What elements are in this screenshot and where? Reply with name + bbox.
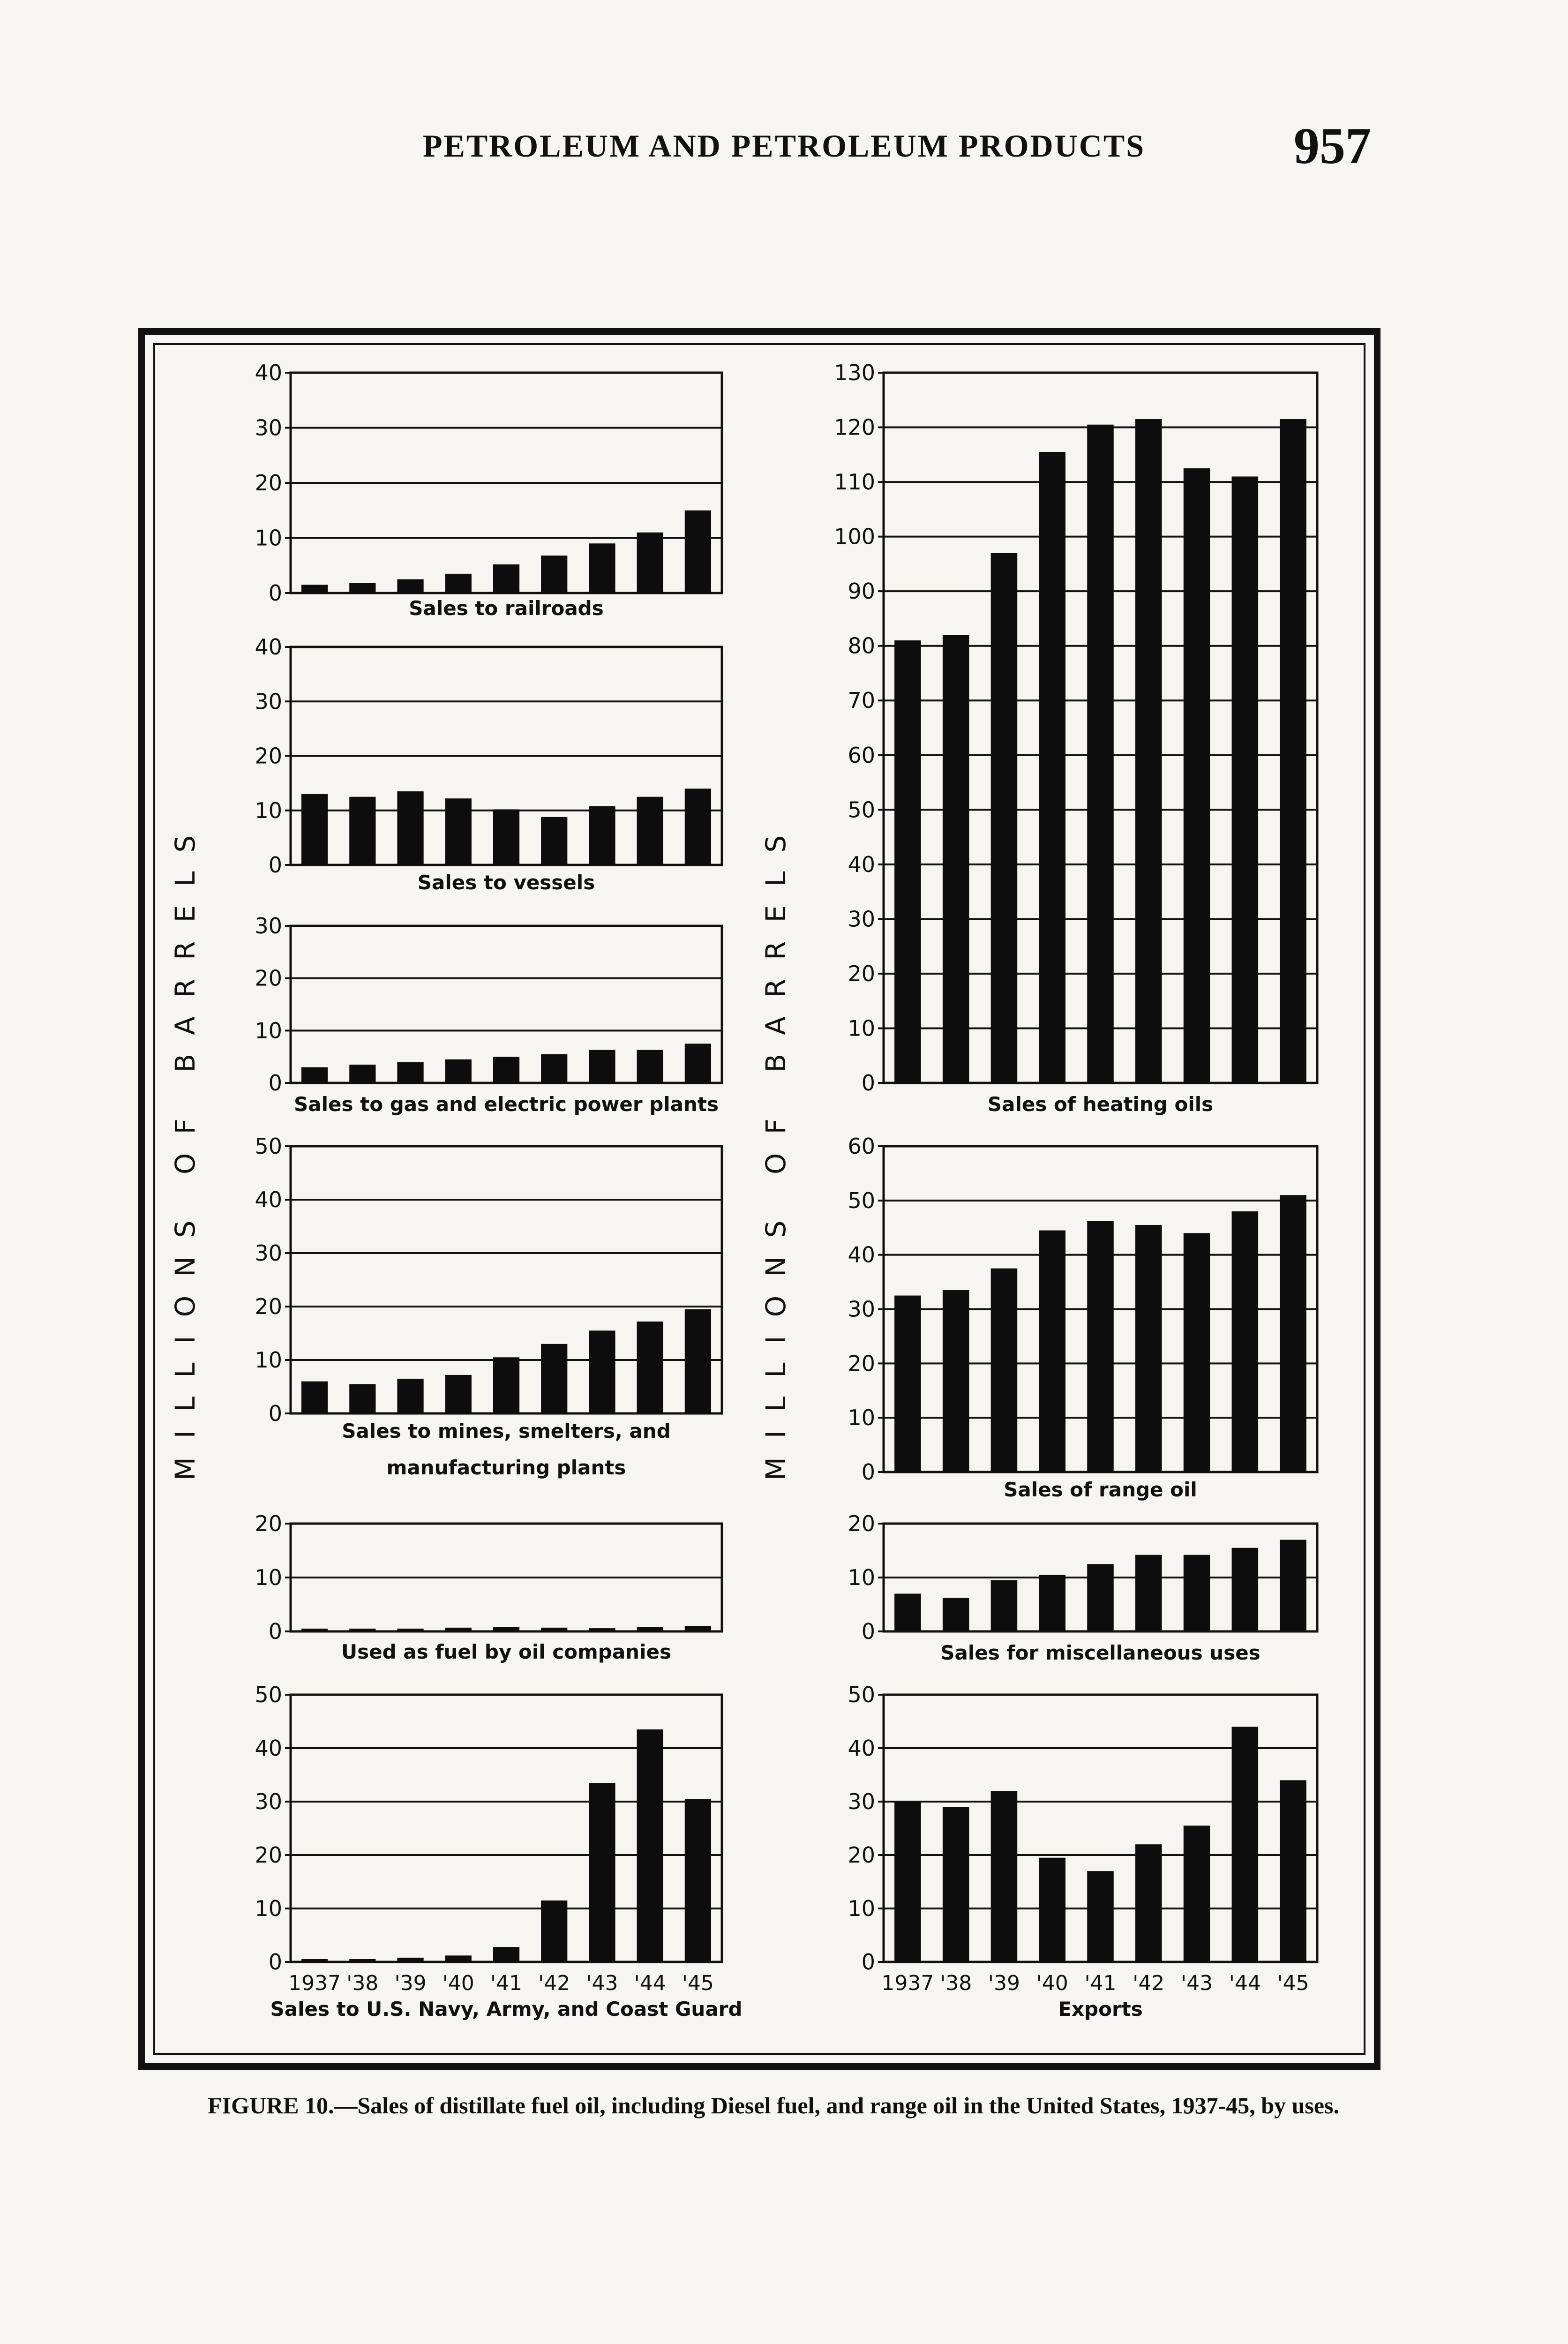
chart4-bar-1943 (589, 1330, 615, 1413)
chart6-bar-1937 (301, 1959, 328, 1962)
chart7-ytick-label: 100 (834, 524, 875, 549)
chart5-bar-1942 (541, 1628, 567, 1631)
chart9-ytick-label: 10 (848, 1565, 875, 1590)
chart7-ytick-label: 120 (834, 414, 875, 440)
chart8-ytick-label: 60 (848, 1134, 875, 1159)
chart5-bar-1940 (445, 1628, 472, 1631)
chart1-bar-1942 (541, 556, 567, 593)
chart8-bar-1943 (1184, 1233, 1210, 1472)
chart1-bar-1941 (493, 564, 519, 593)
chart8-bar-1941 (1087, 1221, 1114, 1472)
chart6-title: Sales to U.S. Navy, Army, and Coast Guard (270, 1998, 743, 2021)
chart10-xtick-label: '42 (1133, 1971, 1165, 1995)
chart2-ytick-label: 10 (255, 797, 282, 823)
chart6-xtick-label: '41 (490, 1971, 523, 1995)
chart2-bar-1942 (541, 817, 567, 865)
chart5-bar-1941 (493, 1627, 519, 1631)
chart10-bar-1940 (1039, 1858, 1065, 1962)
chart6-xtick-label: '39 (394, 1971, 427, 1995)
chart7-ytick-label: 80 (848, 633, 875, 659)
chart3-bar-1941 (493, 1057, 519, 1083)
chart10-ytick-label: 40 (848, 1735, 875, 1761)
chart2-title: Sales to vessels (417, 871, 595, 894)
chart1-ytick-label: 20 (255, 470, 282, 496)
chart8-bar-1945 (1280, 1195, 1306, 1472)
chart7-bar-1945 (1280, 419, 1306, 1083)
chart6-ytick-label: 0 (268, 1949, 282, 1975)
chart10-xtick-label: '44 (1229, 1971, 1261, 1995)
chart8-bar-1939 (991, 1269, 1018, 1472)
chart5-bar-1937 (301, 1629, 328, 1631)
chart10-title: Exports (1058, 1998, 1143, 2021)
chart4-bar-1939 (397, 1379, 423, 1413)
chart1-bar-1940 (445, 574, 472, 593)
y-axis-label-right: MILLIONS OF BARRELS (760, 816, 792, 1481)
chart4-bar-1944 (637, 1322, 663, 1413)
chart2-ytick-label: 30 (255, 689, 282, 714)
chart9-bar-1942 (1135, 1555, 1162, 1631)
chart7-ytick-label: 20 (848, 961, 875, 986)
chart5-bar-1944 (637, 1627, 663, 1631)
chart4-bar-1942 (541, 1344, 567, 1413)
chart9-bar-1941 (1087, 1564, 1114, 1631)
chart2-bar-1938 (349, 797, 375, 865)
chart8-ytick-label: 20 (848, 1351, 875, 1376)
chart3-bar-1944 (637, 1050, 663, 1083)
chart6-ytick-label: 20 (255, 1842, 282, 1868)
chart10-xtick-label: '40 (1036, 1971, 1068, 1995)
chart10-bar-1942 (1135, 1844, 1162, 1962)
chart10-xtick-label: '38 (940, 1971, 972, 1995)
chart7-ytick-label: 130 (834, 360, 875, 385)
chart8-ytick-label: 10 (848, 1405, 875, 1431)
chart6-xtick-label: '43 (586, 1971, 618, 1995)
chart9-ytick-label: 20 (848, 1511, 875, 1536)
chart2-ytick-label: 40 (255, 634, 282, 660)
chart5-bar-1945 (685, 1626, 711, 1632)
chart7-bar-1938 (943, 635, 969, 1083)
chart8-bar-1940 (1039, 1231, 1065, 1472)
chart4-bar-1938 (349, 1384, 375, 1413)
chart6-bar-1945 (685, 1799, 711, 1962)
chart7-bar-1937 (894, 640, 921, 1083)
chart4-title: manufacturing plants (386, 1456, 626, 1479)
chart6-bar-1940 (445, 1955, 472, 1962)
chart7-bar-1941 (1087, 425, 1114, 1083)
chart1-bar-1937 (301, 585, 328, 593)
chart1-bar-1945 (685, 511, 711, 593)
chart7-ytick-label: 110 (834, 469, 875, 495)
chart1-ytick-label: 40 (255, 360, 282, 385)
chart4-bar-1937 (301, 1382, 328, 1413)
chart9-bar-1945 (1280, 1540, 1306, 1632)
figure-caption (141, 2091, 1406, 2120)
chart6-xtick-label: '38 (346, 1971, 379, 1995)
chart9-title: Sales for miscellaneous uses (940, 1641, 1260, 1664)
chart7-bar-1944 (1232, 476, 1259, 1083)
chart2-ytick-label: 20 (255, 743, 282, 769)
chart4-ytick-label: 20 (255, 1294, 282, 1319)
chart9-bar-1943 (1184, 1555, 1210, 1631)
chart1-ytick-label: 30 (255, 415, 282, 441)
chart2-bar-1944 (637, 797, 663, 865)
chart10-bar-1939 (991, 1791, 1018, 1962)
chart5-title: Used as fuel by oil companies (341, 1640, 671, 1663)
chart6-bar-1941 (493, 1947, 519, 1962)
chart2-ytick-label: 0 (268, 852, 282, 878)
chart7-bar-1940 (1039, 452, 1065, 1083)
chart10-xtick-label: '43 (1181, 1971, 1213, 1995)
chart7-ytick-label: 50 (848, 797, 875, 823)
chart7-ytick-label: 30 (848, 906, 875, 932)
chart1-ytick-label: 10 (255, 525, 282, 551)
chart4-bar-1941 (493, 1357, 519, 1413)
chart7-ytick-label: 40 (848, 851, 875, 877)
y-axis-label-left: MILLIONS OF BARRELS (169, 816, 201, 1481)
chart3-bar-1939 (397, 1062, 423, 1083)
chart7-bar-1939 (991, 553, 1018, 1083)
chart9-ytick-label: 0 (861, 1619, 875, 1644)
chart5-bar-1939 (397, 1629, 423, 1631)
chart10-bar-1941 (1087, 1871, 1114, 1962)
chart10-ytick-label: 0 (861, 1949, 875, 1975)
chart6-ytick-label: 50 (255, 1682, 282, 1707)
chart1-bar-1943 (589, 543, 615, 593)
chart3-bar-1938 (349, 1065, 375, 1083)
chart6-bar-1943 (589, 1783, 615, 1962)
chart6-xtick-label: '45 (682, 1971, 714, 1995)
chart4-ytick-label: 30 (255, 1240, 282, 1266)
chart1-bar-1944 (637, 533, 663, 593)
chart8-bar-1942 (1135, 1225, 1162, 1472)
chart1-bar-1938 (349, 583, 375, 593)
chart6-bar-1944 (637, 1729, 663, 1962)
chart7-ytick-label: 70 (848, 688, 875, 714)
chart3-bar-1945 (685, 1044, 711, 1083)
page-header-title: PETROLEUM AND PETROLEUM PRODUCTS (422, 128, 1146, 164)
chart10-bar-1943 (1184, 1826, 1210, 1962)
chart3-bar-1940 (445, 1059, 472, 1083)
chart1-ytick-label: 0 (268, 580, 282, 606)
chart10-xtick-label: '39 (988, 1971, 1020, 1995)
chart4-bar-1940 (445, 1375, 472, 1413)
chart5-ytick-label: 20 (255, 1511, 282, 1536)
chart4-ytick-label: 10 (255, 1347, 282, 1373)
chart10-bar-1945 (1280, 1780, 1306, 1962)
chart6-xtick-label: '42 (538, 1971, 570, 1995)
chart4-bar-1945 (685, 1309, 711, 1413)
chart6-bar-1938 (349, 1959, 375, 1962)
chart2-bar-1945 (685, 789, 711, 865)
chart5-ytick-label: 0 (268, 1619, 282, 1644)
chart8-ytick-label: 50 (848, 1187, 875, 1213)
chart9-bar-1937 (894, 1594, 921, 1632)
chart8-ytick-label: 30 (848, 1296, 875, 1322)
chart9-bar-1944 (1232, 1548, 1259, 1631)
chart2-bar-1939 (397, 791, 423, 865)
chart5-bar-1938 (349, 1629, 375, 1631)
chart1-title: Sales to railroads (409, 597, 604, 620)
chart10-ytick-label: 20 (848, 1842, 875, 1868)
chart10-ytick-label: 50 (848, 1682, 875, 1707)
chart7-ytick-label: 10 (848, 1015, 875, 1041)
chart7-ytick-label: 90 (848, 578, 875, 604)
chart3-bar-1943 (589, 1050, 615, 1083)
chart10-bar-1937 (894, 1802, 921, 1962)
chart9-bar-1938 (943, 1598, 969, 1631)
chart4-ytick-label: 0 (268, 1401, 282, 1426)
chart2-bar-1937 (301, 794, 328, 865)
chart6-bar-1942 (541, 1901, 567, 1962)
chart3-ytick-label: 10 (255, 1018, 282, 1044)
chart2-bar-1943 (589, 806, 615, 865)
chart6-xtick-label: '44 (634, 1971, 666, 1995)
chart8-bar-1944 (1232, 1211, 1259, 1472)
chart7-bar-1943 (1184, 468, 1210, 1083)
chart5-ytick-label: 10 (255, 1565, 282, 1590)
chart2-bar-1941 (493, 809, 519, 865)
chart7-bar-1942 (1135, 419, 1162, 1083)
chart8-bar-1937 (894, 1296, 921, 1472)
chart1-bar-1939 (397, 579, 423, 593)
chart3-ytick-label: 30 (255, 913, 282, 939)
chart4-ytick-label: 50 (255, 1134, 282, 1159)
chart10-xtick-label: '41 (1084, 1971, 1117, 1995)
page-number: 957 (1294, 117, 1371, 174)
caption-text: —Sales of distillate fuel oil, including Diesel fuel, and range oil in the United States, 1937-45, by uses. (334, 2092, 1340, 2119)
chart10-xtick-label: '45 (1277, 1971, 1309, 1995)
chart10-bar-1944 (1232, 1727, 1259, 1962)
chart10-ytick-label: 30 (848, 1789, 875, 1814)
chart3-ytick-label: 20 (255, 965, 282, 991)
chart7-title: Sales of heating oils (987, 1093, 1214, 1116)
chart9-bar-1939 (991, 1580, 1018, 1631)
chart10-bar-1938 (943, 1807, 969, 1962)
chart8-ytick-label: 40 (848, 1242, 875, 1268)
chart8-title: Sales of range oil (1004, 1478, 1197, 1501)
chart6-xtick-label: '40 (442, 1971, 474, 1995)
chart6-xtick-label: 1937 (288, 1971, 341, 1995)
chart6-ytick-label: 30 (255, 1789, 282, 1814)
chart3-ytick-label: 0 (268, 1070, 282, 1096)
chart2-bar-1940 (445, 798, 472, 865)
caption-label: FIGURE 10. (207, 2092, 334, 2119)
chart8-bar-1938 (943, 1290, 969, 1472)
chart10-xtick-label: 1937 (881, 1971, 934, 1995)
chart5-bar-1943 (589, 1628, 615, 1631)
chart7-ytick-label: 60 (848, 742, 875, 768)
chart6-ytick-label: 40 (255, 1735, 282, 1761)
chart10-ytick-label: 10 (848, 1896, 875, 1921)
chart9-bar-1940 (1039, 1575, 1065, 1631)
chart4-ytick-label: 40 (255, 1187, 282, 1212)
chart3-title: Sales to gas and electric power plants (294, 1093, 719, 1116)
chart6-bar-1939 (397, 1958, 423, 1962)
chart3-bar-1942 (541, 1054, 567, 1083)
chart7-ytick-label: 0 (861, 1070, 875, 1096)
chart3-bar-1937 (301, 1067, 328, 1083)
chart8-ytick-label: 0 (861, 1459, 875, 1485)
chart4-title: Sales to mines, smelters, and (342, 1420, 671, 1442)
chart6-ytick-label: 10 (255, 1896, 282, 1921)
